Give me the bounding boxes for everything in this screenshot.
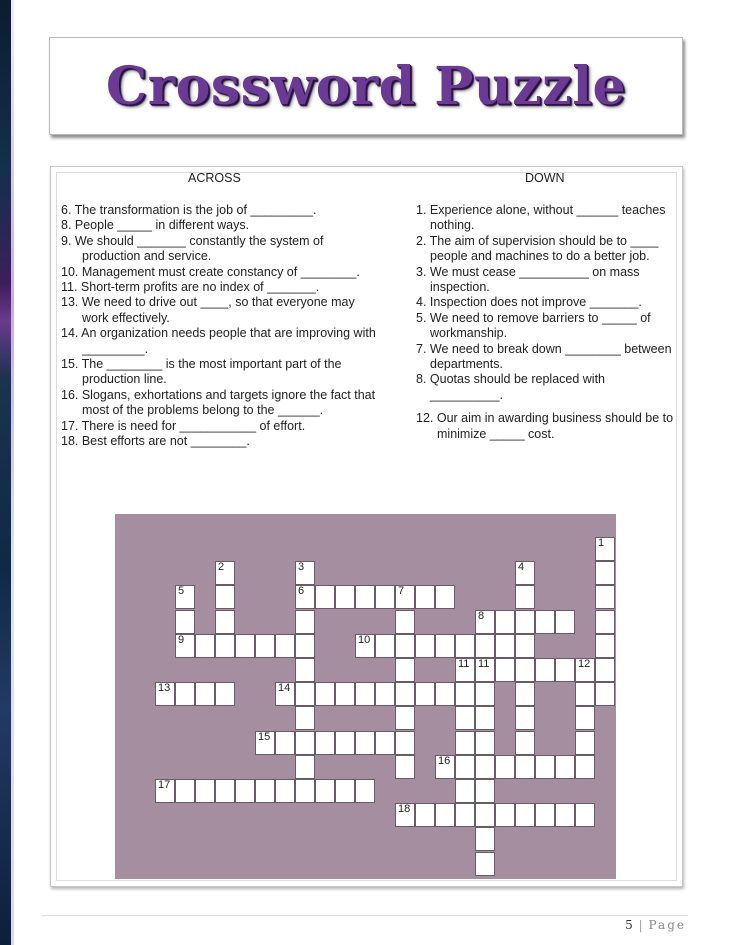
crossword-cell[interactable]: [235, 779, 255, 803]
crossword-cell[interactable]: [455, 731, 475, 755]
crossword-cell[interactable]: [475, 658, 495, 682]
crossword-cell[interactable]: [515, 731, 535, 755]
crossword-cell[interactable]: [255, 634, 275, 658]
cell-number: 12: [578, 658, 591, 670]
crossword-cell[interactable]: [595, 610, 615, 634]
clue-across-18: 18. Best efforts are not ________.: [61, 434, 250, 449]
crossword-cell[interactable]: [355, 634, 375, 658]
crossword-cell[interactable]: [575, 658, 595, 682]
clue-across-15: 15. The ________ is the most important part of the production line.: [61, 357, 342, 387]
crossword-cell[interactable]: [415, 803, 435, 827]
crossword-cell[interactable]: [195, 682, 215, 706]
cell-number: 17: [158, 779, 171, 791]
crossword-cell[interactable]: [455, 755, 475, 779]
clue-across-16: 16. Slogans, exhortations and targets ignore the fact that most of the problems belong to the ______.: [61, 387, 376, 418]
crossword-cell[interactable]: [555, 610, 575, 634]
crossword-cell[interactable]: [575, 706, 595, 730]
cell-number: 7: [398, 585, 405, 598]
crossword-cell[interactable]: [595, 658, 615, 682]
crossword-cell[interactable]: [515, 610, 535, 634]
crossword-cell[interactable]: [395, 731, 415, 755]
crossword-cell[interactable]: [215, 561, 235, 585]
crossword-cell[interactable]: [595, 682, 615, 706]
crossword-cell[interactable]: [215, 634, 235, 658]
crossword-cell[interactable]: [495, 803, 515, 827]
crossword-cell[interactable]: [475, 803, 495, 827]
crossword-cell[interactable]: [515, 682, 535, 706]
crossword-cell[interactable]: [255, 731, 275, 755]
cell-number: 14: [278, 682, 291, 695]
page-title: Crossword Puzzle: [105, 55, 627, 117]
crossword-cell[interactable]: [595, 561, 615, 585]
crossword-cell[interactable]: [175, 779, 195, 803]
cell-number: 11: [458, 658, 470, 670]
crossword-cell[interactable]: [375, 634, 395, 658]
cell-number: 18: [398, 803, 411, 816]
footer-divider: [42, 915, 688, 916]
crossword-cell[interactable]: [395, 682, 415, 706]
clue-down-12: 12. Our aim in awarding business should be to minimize _____ cost.: [416, 411, 674, 441]
crossword-cell[interactable]: [515, 803, 535, 827]
crossword-cell[interactable]: [275, 779, 295, 803]
crossword-cell[interactable]: [175, 682, 195, 706]
crossword-cell[interactable]: [255, 779, 275, 803]
crossword-cell[interactable]: [475, 827, 495, 851]
crossword-cell[interactable]: [535, 610, 555, 634]
page-number: 5: [625, 918, 633, 932]
cell-number: 2: [218, 561, 225, 574]
crossword-cell[interactable]: [595, 537, 615, 561]
crossword-cell[interactable]: [275, 634, 295, 658]
crossword-cell[interactable]: [515, 658, 535, 682]
crossword-cell[interactable]: [355, 731, 375, 755]
crossword-cell[interactable]: [535, 803, 555, 827]
crossword-cell[interactable]: [215, 585, 235, 609]
cell-number: 8: [478, 609, 485, 622]
crossword-cell[interactable]: [435, 803, 455, 827]
clue-across-6: 6. The transformation is the job of _________.: [61, 203, 317, 217]
crossword-cell[interactable]: [415, 634, 435, 658]
crossword-cell[interactable]: [215, 779, 235, 803]
crossword-cell[interactable]: [395, 585, 415, 609]
crossword-cell[interactable]: [315, 779, 335, 803]
clue-across-17: 17. There is need for ___________ of effort.: [61, 418, 306, 433]
crossword-cell[interactable]: [355, 585, 375, 609]
crossword-cell[interactable]: [535, 658, 555, 682]
clue-down-2: 2. The aim of supervision should be to ____ people and machines to do a better job.: [416, 233, 659, 264]
crossword-cell[interactable]: [295, 634, 315, 658]
clue-across-14: 14. An organization needs people that are improving with _________.: [61, 326, 376, 356]
crossword-cell[interactable]: [175, 610, 195, 634]
crossword-cell[interactable]: [355, 779, 375, 803]
crossword-cell[interactable]: [575, 803, 595, 827]
crossword-cell[interactable]: [175, 634, 195, 658]
crossword-cell[interactable]: [475, 731, 495, 755]
crossword-cell[interactable]: [475, 755, 495, 779]
page-label: Page: [648, 918, 686, 932]
across-heading: ACROSS: [188, 171, 241, 185]
crossword-cell[interactable]: [475, 706, 495, 730]
crossword-cell[interactable]: [455, 706, 475, 730]
crossword-cell[interactable]: [335, 682, 355, 706]
clue-down-8: 8. Quotas should be replaced with __________.: [416, 372, 606, 402]
crossword-cell[interactable]: [175, 585, 195, 609]
page-border-decoration: [0, 0, 11, 945]
crossword-cell[interactable]: [335, 585, 355, 609]
crossword-cell[interactable]: [555, 658, 575, 682]
crossword-cell[interactable]: [235, 634, 255, 658]
crossword-cell[interactable]: [395, 803, 415, 827]
crossword-cell[interactable]: [435, 682, 455, 706]
clue-down-7: 7. We need to break down ________ between departments.: [416, 341, 672, 372]
crossword-cell[interactable]: [495, 610, 515, 634]
crossword-cell[interactable]: [495, 634, 515, 658]
crossword-cell[interactable]: [395, 755, 415, 779]
crossword-cell[interactable]: [295, 706, 315, 730]
title-banner: [49, 37, 683, 135]
crossword-cell[interactable]: [215, 682, 235, 706]
crossword-cell[interactable]: [495, 755, 515, 779]
crossword-cell[interactable]: [595, 634, 615, 658]
crossword-cell[interactable]: [455, 779, 475, 803]
crossword-cell[interactable]: [395, 706, 415, 730]
crossword-cell[interactable]: [455, 634, 475, 658]
crossword-cell[interactable]: [595, 585, 615, 609]
crossword-cell[interactable]: [195, 634, 215, 658]
crossword-cell[interactable]: [435, 634, 455, 658]
crossword-cell[interactable]: [295, 755, 315, 779]
crossword-cell[interactable]: [315, 585, 335, 609]
crossword-cell[interactable]: [295, 658, 315, 682]
crossword-cell[interactable]: [415, 682, 435, 706]
crossword-cell[interactable]: [515, 755, 535, 779]
crossword-cell[interactable]: [455, 682, 475, 706]
crossword-cell[interactable]: [275, 731, 295, 755]
crossword-cell[interactable]: [155, 682, 175, 706]
crossword-cell[interactable]: [475, 682, 495, 706]
cell-number: 15: [258, 730, 271, 743]
crossword-cell[interactable]: [575, 682, 595, 706]
clue-across-8: 8. People _____ in different ways.: [61, 218, 250, 233]
crossword-cell[interactable]: [315, 731, 335, 755]
crossword-cell[interactable]: [335, 779, 355, 803]
page-footer: [625, 918, 686, 932]
crossword-cell[interactable]: [295, 731, 315, 755]
crossword-cell[interactable]: [275, 682, 295, 706]
crossword-cell[interactable]: [155, 779, 175, 803]
clue-across-9: 9. We should _______ constantly the system of production and service.: [61, 233, 324, 264]
cell-number: 3: [298, 561, 305, 574]
crossword-cell[interactable]: [515, 561, 535, 585]
clue-across-11: 11. Short-term profits are no index of _______.: [61, 280, 320, 295]
crossword-cell[interactable]: [475, 634, 495, 658]
clue-down-1: 1. Experience alone, without ______ teaches nothing.: [416, 203, 666, 233]
crossword-cell[interactable]: [435, 585, 455, 609]
crossword-cell[interactable]: [295, 610, 315, 634]
crossword-cell[interactable]: [515, 634, 535, 658]
crossword-grid: [115, 514, 616, 879]
crossword-cell[interactable]: [575, 755, 595, 779]
crossword-cell[interactable]: [295, 585, 315, 609]
crossword-cell[interactable]: [215, 610, 235, 634]
across-clues: [61, 203, 376, 450]
crossword-cell[interactable]: [315, 682, 335, 706]
crossword-cell[interactable]: [555, 803, 575, 827]
down-heading: DOWN: [525, 171, 565, 185]
clue-down-4: 4. Inspection does not improve _______.: [416, 295, 642, 310]
crossword-cell[interactable]: [515, 706, 535, 730]
cell-number: 16: [438, 754, 451, 767]
clue-across-13: 13. We need to drive out ____, so that everyone may work effectively.: [61, 295, 355, 325]
crossword-cell[interactable]: [435, 755, 455, 779]
crossword-cell[interactable]: [395, 610, 415, 634]
cell-number: 5: [178, 585, 185, 598]
crossword-cell[interactable]: [195, 779, 215, 803]
cell-number: 10: [358, 633, 371, 646]
crossword-cell[interactable]: [395, 634, 415, 658]
down-clues: [416, 203, 678, 442]
clue-down-5: 5. We need to remove barriers to _____ of workmanship.: [416, 310, 651, 341]
crossword-cell[interactable]: [555, 755, 575, 779]
crossword-cell[interactable]: [535, 755, 555, 779]
crossword-cell[interactable]: [395, 658, 415, 682]
crossword-cell[interactable]: [335, 731, 355, 755]
crossword-cell[interactable]: [515, 585, 535, 609]
crossword-cell[interactable]: [295, 779, 315, 803]
cell-number: 9: [178, 633, 185, 646]
crossword-cell[interactable]: [295, 682, 315, 706]
cell-number: 13: [158, 682, 171, 695]
cell-number: 1: [598, 537, 605, 549]
crossword-cell[interactable]: [375, 731, 395, 755]
footer-separator: |: [638, 918, 643, 932]
clue-down-3: 3. We must cease __________ on mass inspection.: [416, 264, 640, 295]
crossword-cell[interactable]: [475, 779, 495, 803]
crossword-cell[interactable]: [355, 682, 375, 706]
cell-number: 4: [518, 561, 525, 574]
crossword-cell[interactable]: [475, 852, 495, 876]
crossword-cell[interactable]: [455, 658, 475, 682]
crossword-cell[interactable]: [375, 585, 395, 609]
crossword-cell[interactable]: [455, 803, 475, 827]
crossword-cell[interactable]: [475, 610, 495, 634]
clue-across-10: 10. Management must create constancy of ________.: [61, 264, 360, 279]
crossword-cell[interactable]: [375, 682, 395, 706]
crossword-cell[interactable]: [295, 561, 315, 585]
cell-number: 11: [478, 658, 490, 670]
crossword-cell[interactable]: [495, 658, 515, 682]
cell-number: 6: [298, 585, 305, 598]
crossword-cell[interactable]: [415, 585, 435, 609]
crossword-cell[interactable]: [575, 731, 595, 755]
